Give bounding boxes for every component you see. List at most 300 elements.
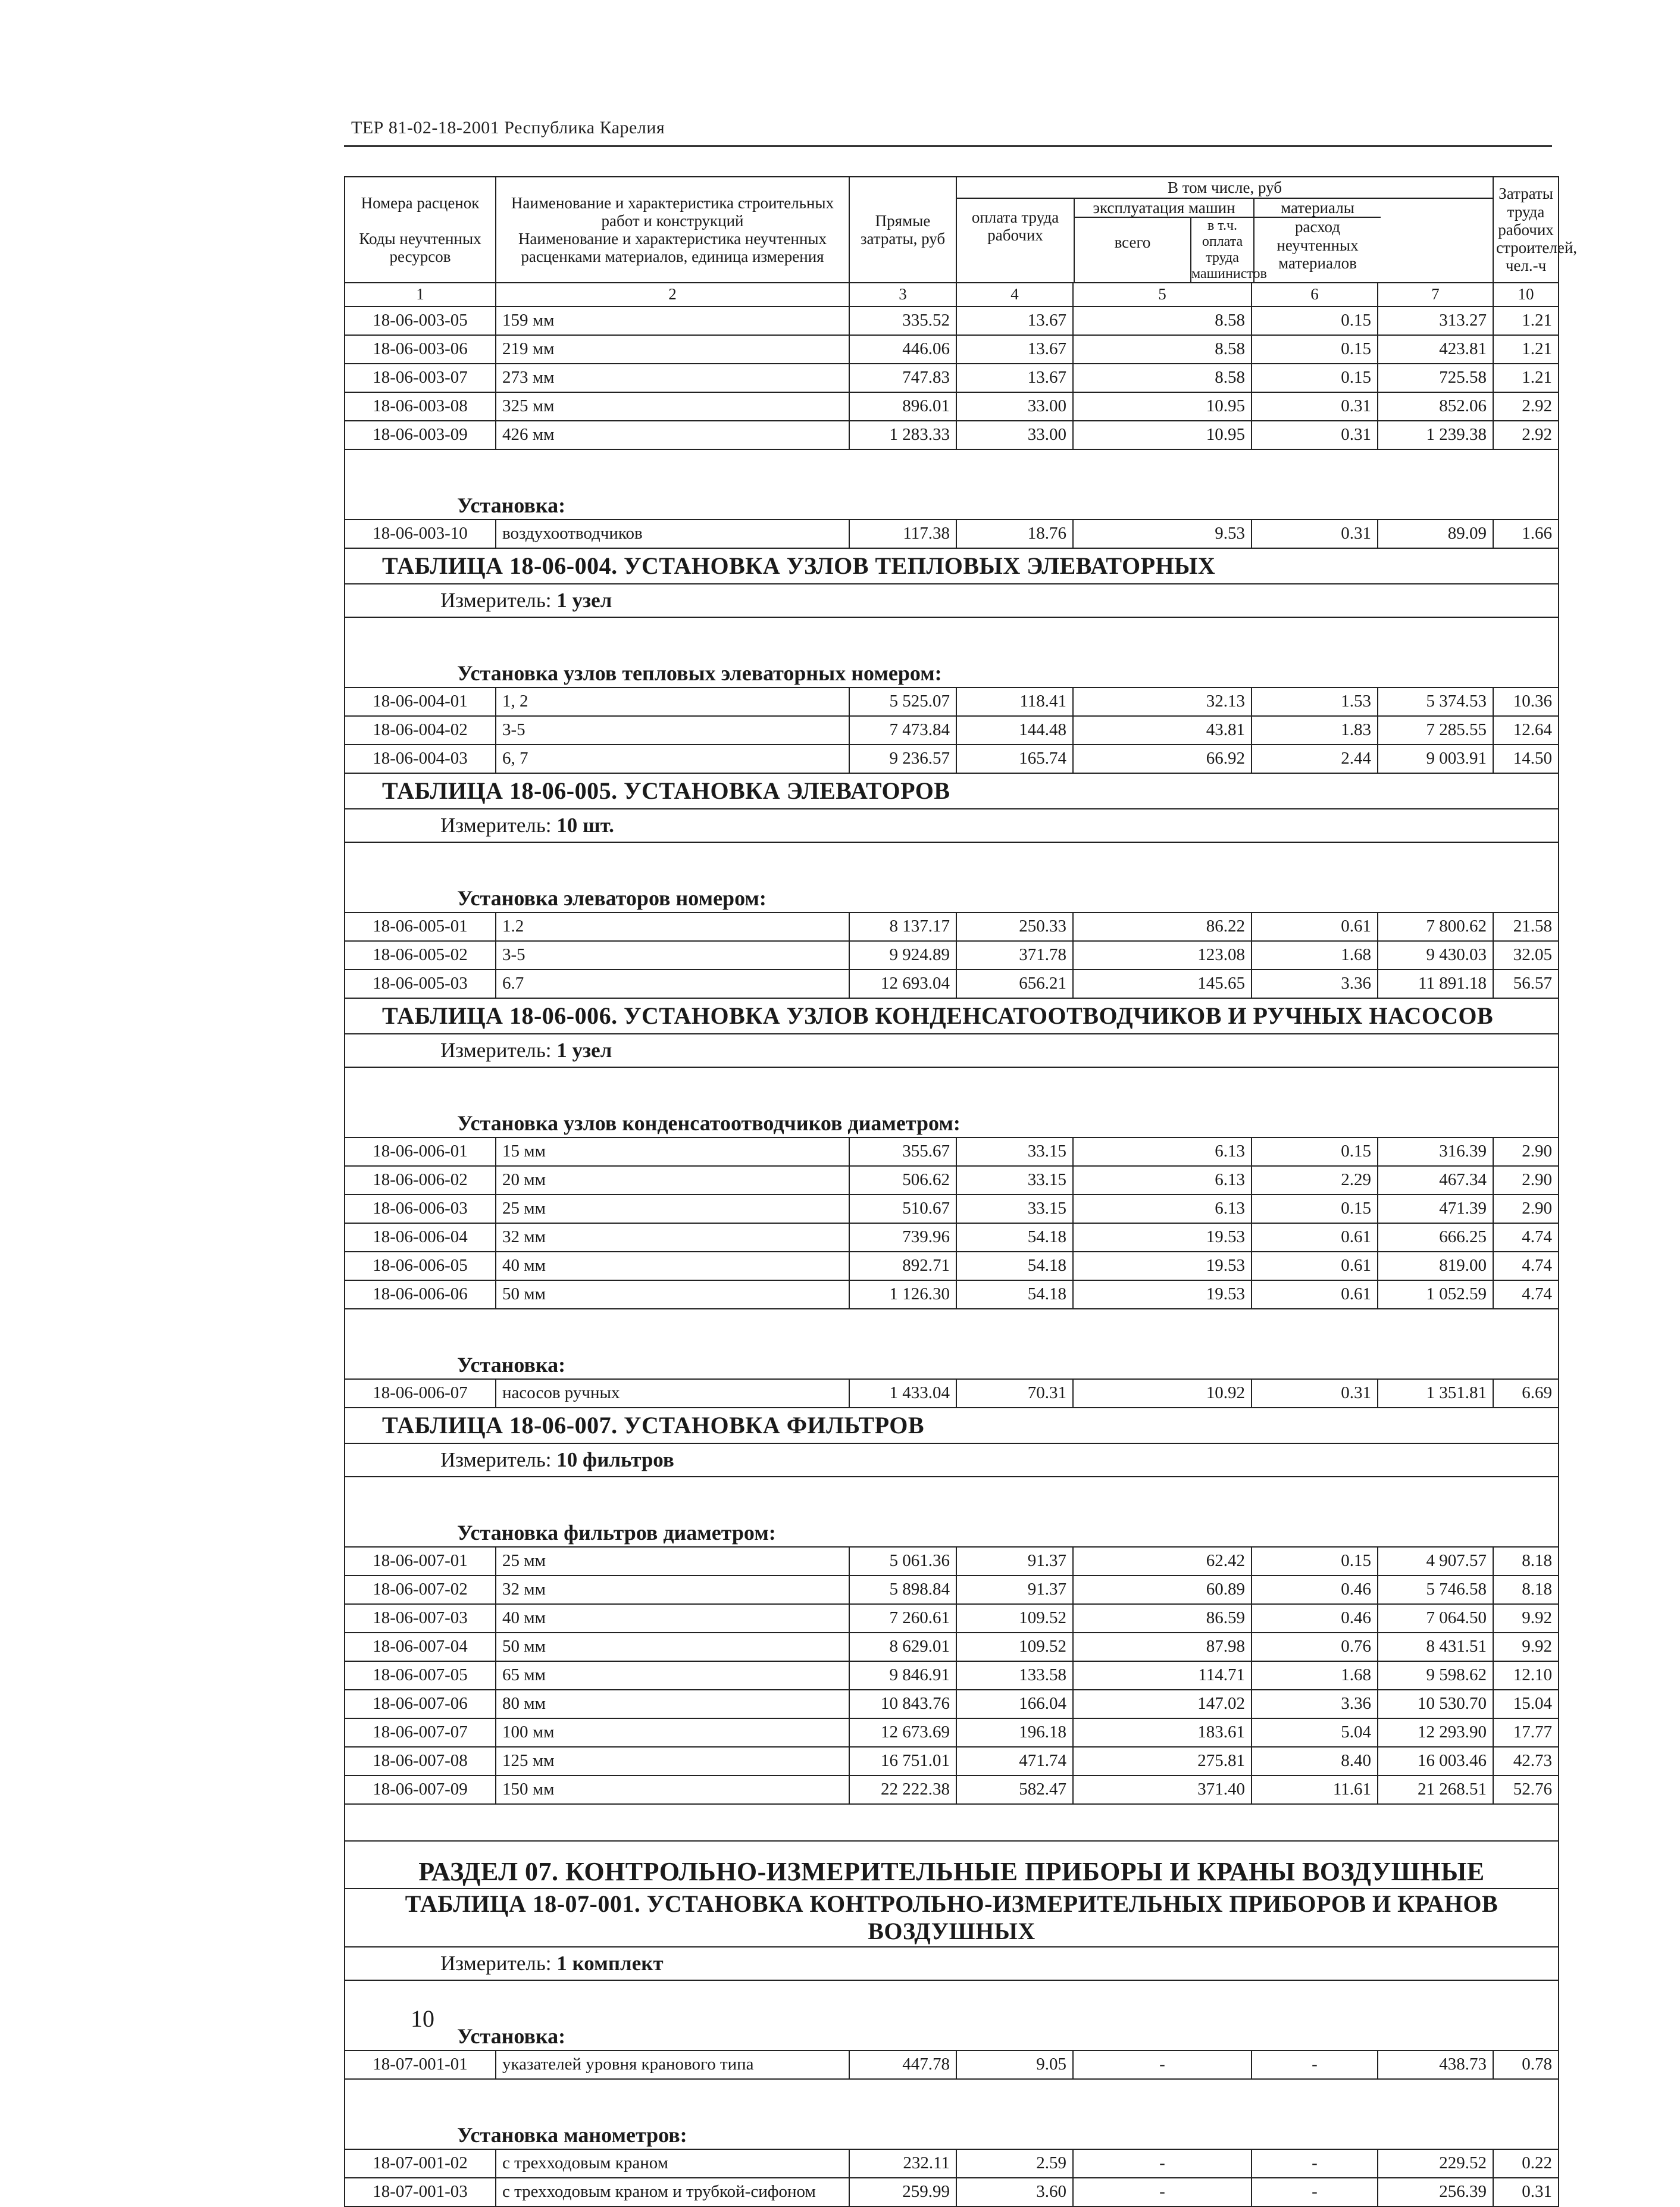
labor-hours: 17.77 [1493,1718,1559,1747]
labor-hours: 15.04 [1493,1690,1559,1718]
labor-hours: 1.21 [1493,307,1559,335]
labor-pay: 54.18 [956,1252,1073,1280]
machinist-pay: 0.31 [1252,1379,1378,1408]
direct-cost: 446.06 [849,335,956,364]
table-title: ТАБЛИЦА 18-06-004. УСТАНОВКА УЗЛОВ ТЕПЛОВЫХ ЭЛЕВАТОРНЫХ [345,548,1559,584]
direct-cost: 9 236.57 [849,745,956,773]
materials-cost: 1 239.38 [1378,421,1493,449]
materials-cost: 819.00 [1378,1252,1493,1280]
direct-cost: 16 751.01 [849,1747,956,1775]
labor-pay: 118.41 [956,687,1073,716]
machinist-pay: 0.15 [1252,364,1378,392]
labor-pay: 13.67 [956,307,1073,335]
materials-cost: 9 003.91 [1378,745,1493,773]
table-title-row [345,1889,1559,1947]
labor-pay: 18.76 [956,520,1073,548]
machines-total: - [1073,2050,1252,2079]
table-row [345,307,1559,335]
spacer-row [345,1477,1559,1513]
rate-name: 100 мм [496,1718,849,1747]
direct-cost: 5 061.36 [849,1547,956,1575]
machinist-pay: 0.31 [1252,392,1378,421]
direct-cost: 447.78 [849,2050,956,2079]
direct-cost: 8 629.01 [849,1633,956,1661]
rate-name: указателей уровня кранового типа [496,2050,849,2079]
table-row [345,941,1559,970]
rate-code: 18-06-005-02 [345,941,496,970]
labor-hours: 42.73 [1493,1747,1559,1775]
machinist-pay: 0.61 [1252,1280,1378,1309]
materials-cost: 852.06 [1378,392,1493,421]
subsection-label: Установка манометров: [345,2115,1559,2149]
labor-pay: 144.48 [956,716,1073,745]
labor-pay: 33.15 [956,1137,1073,1166]
labor-hours: 6.69 [1493,1379,1559,1408]
spacer-row [345,1067,1559,1104]
measure-row [345,1034,1559,1067]
labor-hours: 2.90 [1493,1166,1559,1195]
machines-total: 145.65 [1073,970,1252,998]
measure-label: Измеритель: [440,813,552,837]
rate-name: 65 мм [496,1661,849,1690]
rate-name: 426 мм [496,421,849,449]
table-row [345,2149,1559,2178]
labor-hours: 1.66 [1493,520,1559,548]
labor-pay: 582.47 [956,1775,1073,1804]
subsection-label: Установка: [345,2017,1559,2050]
labor-pay: 109.52 [956,1604,1073,1633]
labor-hours: 21.58 [1493,912,1559,941]
labor-pay: 13.67 [956,335,1073,364]
machinist-pay: 1.53 [1252,687,1378,716]
labor-pay: 165.74 [956,745,1073,773]
measure-row [345,809,1559,842]
materials-cost: 89.09 [1378,520,1493,548]
header-machines-total: всего [1075,218,1191,282]
materials-cost: 11 891.18 [1378,970,1493,998]
machines-total: 60.89 [1073,1575,1252,1604]
direct-cost: 12 673.69 [849,1718,956,1747]
rate-code: 18-06-006-02 [345,1166,496,1195]
table-row [345,1633,1559,1661]
labor-hours: 1.21 [1493,364,1559,392]
labor-pay: 33.00 [956,421,1073,449]
section-title-row [345,1841,1559,1889]
spacer-row [345,1804,1559,1841]
direct-cost: 232.11 [849,2149,956,2178]
machinist-pay: 1.68 [1252,1661,1378,1690]
direct-cost: 506.62 [849,1166,956,1195]
direct-cost: 5 525.07 [849,687,956,716]
rate-name: 6.7 [496,970,849,998]
machines-total: 371.40 [1073,1775,1252,1804]
labor-pay: 33.00 [956,392,1073,421]
labor-pay: 196.18 [956,1718,1073,1747]
labor-hours: 0.22 [1493,2149,1559,2178]
machinist-pay: 0.15 [1252,1195,1378,1223]
labor-pay: 33.15 [956,1195,1073,1223]
materials-cost: 316.39 [1378,1137,1493,1166]
machines-total: 19.53 [1073,1280,1252,1309]
direct-cost: 12 693.04 [849,970,956,998]
machines-total: - [1073,2149,1252,2178]
machinist-pay: 0.31 [1252,520,1378,548]
rate-name: насосов ручных [496,1379,849,1408]
direct-cost: 259.99 [849,2178,956,2206]
rate-name: 50 мм [496,1280,849,1309]
table-row [345,1379,1559,1408]
materials-cost: 7 285.55 [1378,716,1493,745]
labor-pay: 33.15 [956,1166,1073,1195]
materials-cost: 7 800.62 [1378,912,1493,941]
machines-total: 114.71 [1073,1661,1252,1690]
rate-name: 150 мм [496,1775,849,1804]
rate-code: 18-06-003-06 [345,335,496,364]
table-row [345,1690,1559,1718]
machinist-pay: 0.46 [1252,1604,1378,1633]
labor-hours: 2.90 [1493,1195,1559,1223]
rate-code: 18-06-003-09 [345,421,496,449]
labor-pay: 70.31 [956,1379,1073,1408]
rate-name: 32 мм [496,1575,849,1604]
header-machinist-pay: в т.ч. оплата труда машинистов [1191,218,1267,282]
machines-total: 6.13 [1073,1137,1252,1166]
header-codes: Номера расценок Коды неучтенных ресурсов [345,177,496,283]
spacer-row [345,1309,1559,1345]
measure-unit [345,809,1559,842]
direct-cost: 10 843.76 [849,1690,956,1718]
machines-total: 275.81 [1073,1747,1252,1775]
direct-cost: 1 433.04 [849,1379,956,1408]
page-number: 10 [411,2005,434,2032]
labor-pay: 9.05 [956,2050,1073,2079]
spacer-row [345,449,1559,486]
direct-cost: 896.01 [849,392,956,421]
measure-unit [345,1443,1559,1477]
header-incl: В том числе, руб [957,177,1493,199]
table-title: ТАБЛИЦА 18-06-005. УСТАНОВКА ЭЛЕВАТОРОВ [345,773,1559,809]
machines-total: 10.95 [1073,421,1252,449]
rate-code: 18-06-005-03 [345,970,496,998]
machinist-pay: 2.29 [1252,1166,1378,1195]
rate-code: 18-06-006-04 [345,1223,496,1252]
materials-cost: 12 293.90 [1378,1718,1493,1747]
labor-pay: 109.52 [956,1633,1073,1661]
direct-cost: 892.71 [849,1252,956,1280]
table-row [345,2178,1559,2206]
table-row [345,520,1559,548]
table-row [345,1252,1559,1280]
measure-value: 10 шт. [556,813,614,837]
machines-total: 6.13 [1073,1195,1252,1223]
rate-code: 18-06-007-01 [345,1547,496,1575]
labor-pay: 2.59 [956,2149,1073,2178]
subsection-label: Установка узлов тепловых элеваторных номером: [345,654,1559,687]
labor-hours: 8.18 [1493,1547,1559,1575]
labor-hours: 56.57 [1493,970,1559,998]
labor-hours: 4.74 [1493,1280,1559,1309]
labor-pay: 54.18 [956,1280,1073,1309]
rate-name: воздухоотводчиков [496,520,849,548]
subsection-label: Установка фильтров диаметром: [345,1513,1559,1547]
rate-code: 18-06-006-05 [345,1252,496,1280]
machines-total: 8.58 [1073,364,1252,392]
rate-name: 3-5 [496,941,849,970]
machinist-pay: 5.04 [1252,1718,1378,1747]
spacer-row [345,2079,1559,2115]
measure-label: Измеритель: [440,1951,552,1975]
labor-pay: 3.60 [956,2178,1073,2206]
measure-label: Измеритель: [440,1038,552,1062]
header-breakdown [956,177,1493,283]
table-title-row [345,548,1559,584]
materials-cost: 7 064.50 [1378,1604,1493,1633]
direct-cost: 9 924.89 [849,941,956,970]
table-title-row [345,1408,1559,1443]
direct-cost: 747.83 [849,364,956,392]
rate-code: 18-06-006-06 [345,1280,496,1309]
labor-pay: 13.67 [956,364,1073,392]
labor-hours: 8.18 [1493,1575,1559,1604]
rate-code: 18-06-005-01 [345,912,496,941]
spacer-row [345,842,1559,879]
measure-value: 1 узел [556,588,612,612]
machinist-pay: - [1252,2050,1378,2079]
header-machines: эксплуатация машин [1075,199,1253,218]
materials-cost: 5 746.58 [1378,1575,1493,1604]
direct-cost: 8 137.17 [849,912,956,941]
machinist-pay: 1.68 [1252,941,1378,970]
labor-hours: 12.64 [1493,716,1559,745]
table-row [345,2050,1559,2079]
measure-label: Измеритель: [440,588,552,612]
labor-hours: 10.36 [1493,687,1559,716]
rate-code: 18-06-003-10 [345,520,496,548]
labor-hours: 14.50 [1493,745,1559,773]
table-row [345,1604,1559,1633]
table-title: ТАБЛИЦА 18-07-001. УСТАНОВКА КОНТРОЛЬНО-ИЗМЕРИТЕЛЬНЫХ ПРИБОРОВ И КРАНОВ ВОЗДУШНЫХ [345,1889,1559,1947]
labor-hours: 52.76 [1493,1775,1559,1804]
rate-name: 15 мм [496,1137,849,1166]
materials-cost: 9 430.03 [1378,941,1493,970]
rate-name: 40 мм [496,1604,849,1633]
labor-hours: 0.78 [1493,2050,1559,2079]
spacer-row [345,1980,1559,2017]
labor-hours: 12.10 [1493,1661,1559,1690]
measure-label: Измеритель: [440,1448,552,1471]
rate-name: с трехходовым краном и трубкой-сифоном [496,2178,849,2206]
table-row [345,1223,1559,1252]
machinist-pay: 8.40 [1252,1747,1378,1775]
materials-cost: 10 530.70 [1378,1690,1493,1718]
rate-code: 18-06-003-08 [345,392,496,421]
subsection-label-row [345,486,1559,520]
machinist-pay: 0.15 [1252,307,1378,335]
direct-cost: 5 898.84 [849,1575,956,1604]
labor-hours: 9.92 [1493,1633,1559,1661]
labor-pay: 166.04 [956,1690,1073,1718]
rate-name: 325 мм [496,392,849,421]
machines-total: 19.53 [1073,1252,1252,1280]
header-rule [344,145,1552,147]
table-row [345,1575,1559,1604]
rate-code: 18-06-007-09 [345,1775,496,1804]
measure-row [345,1947,1559,1980]
rate-code: 18-07-001-01 [345,2050,496,2079]
materials-cost: 1 052.59 [1378,1280,1493,1309]
subsection-label: Установка: [345,486,1559,520]
rate-name: 273 мм [496,364,849,392]
rate-name: 25 мм [496,1547,849,1575]
measure-row [345,1443,1559,1477]
materials-cost: 5 374.53 [1378,687,1493,716]
labor-hours: 1.21 [1493,335,1559,364]
rate-code: 18-06-007-05 [345,1661,496,1690]
machinist-pay: 0.46 [1252,1575,1378,1604]
document-header: ТЕР 81-02-18-2001 Республика Карелия [351,118,665,137]
measure-unit [345,584,1559,617]
materials-cost: 16 003.46 [1378,1747,1493,1775]
table-row [345,421,1559,449]
table-row [345,1137,1559,1166]
measure-unit [345,1947,1559,1980]
labor-hours: 9.92 [1493,1604,1559,1633]
labor-hours: 2.90 [1493,1137,1559,1166]
machines-total: 66.92 [1073,745,1252,773]
machines-total: 8.58 [1073,307,1252,335]
rate-code: 18-07-001-02 [345,2149,496,2178]
table-title: ТАБЛИЦА 18-06-006. УСТАНОВКА УЗЛОВ КОНДЕНСАТООТВОДЧИКОВ И РУЧНЫХ НАСОСОВ [345,998,1559,1034]
rate-name: 6, 7 [496,745,849,773]
subsection-label-row [345,879,1559,912]
subsection-label-row [345,654,1559,687]
rate-code: 18-07-001-03 [345,2178,496,2206]
machines-total: 32.13 [1073,687,1252,716]
labor-pay: 371.78 [956,941,1073,970]
header-direct-costs: Прямые затраты, руб [849,177,956,283]
rate-code: 18-06-007-02 [345,1575,496,1604]
machines-total: 9.53 [1073,520,1252,548]
machinist-pay: 0.61 [1252,1223,1378,1252]
subsection-label: Установка: [345,1345,1559,1379]
column-numbers: 1 2 3 4 5 6 7 10 [345,283,1559,307]
direct-cost: 355.67 [849,1137,956,1166]
labor-pay: 54.18 [956,1223,1073,1252]
table-title-row [345,773,1559,809]
materials-cost: 313.27 [1378,307,1493,335]
materials-cost: 471.39 [1378,1195,1493,1223]
direct-cost: 739.96 [849,1223,956,1252]
table-row [345,716,1559,745]
labor-hours: 2.92 [1493,392,1559,421]
materials-cost: 9 598.62 [1378,1661,1493,1690]
machinist-pay: - [1252,2178,1378,2206]
rate-code: 18-06-003-05 [345,307,496,335]
materials-cost: 725.58 [1378,364,1493,392]
table-row [345,335,1559,364]
spacer-row [345,617,1559,654]
machinist-pay: 2.44 [1252,745,1378,773]
subsection-label-row [345,2115,1559,2149]
machines-total: 87.98 [1073,1633,1252,1661]
materials-cost: 1 351.81 [1378,1379,1493,1408]
subsection-label-row [345,1513,1559,1547]
header-labor-pay: оплата труда рабочих [957,199,1075,282]
rate-name: 125 мм [496,1747,849,1775]
labor-pay: 471.74 [956,1747,1073,1775]
rate-code: 18-06-007-04 [345,1633,496,1661]
rate-code: 18-06-007-03 [345,1604,496,1633]
header-unaccounted: расход неучтенных материалов [1277,218,1359,272]
materials-cost: 256.39 [1378,2178,1493,2206]
header-labor-costs: Затраты труда рабочих строителей, чел.-ч [1493,177,1559,283]
direct-cost: 335.52 [849,307,956,335]
direct-cost: 1 126.30 [849,1280,956,1309]
measure-value: 10 фильтров [556,1448,674,1471]
direct-cost: 7 473.84 [849,716,956,745]
machinist-pay: 0.61 [1252,1252,1378,1280]
rate-name: 20 мм [496,1166,849,1195]
materials-cost: 8 431.51 [1378,1633,1493,1661]
machines-total: 147.02 [1073,1690,1252,1718]
materials-cost: 229.52 [1378,2149,1493,2178]
table-title: ТАБЛИЦА 18-06-007. УСТАНОВКА ФИЛЬТРОВ [345,1408,1559,1443]
direct-cost: 510.67 [849,1195,956,1223]
materials-cost: 21 268.51 [1378,1775,1493,1804]
subsection-label-row [345,1104,1559,1137]
table-row [345,970,1559,998]
table-row [345,1280,1559,1309]
rate-name: 50 мм [496,1633,849,1661]
labor-hours: 0.31 [1493,2178,1559,2206]
rate-code: 18-06-006-03 [345,1195,496,1223]
machinist-pay: - [1252,2149,1378,2178]
machines-total: 43.81 [1073,716,1252,745]
machines-total: 86.22 [1073,912,1252,941]
machines-total: 62.42 [1073,1547,1252,1575]
machines-total: 19.53 [1073,1223,1252,1252]
machines-total: 8.58 [1073,335,1252,364]
machinist-pay: 0.76 [1252,1633,1378,1661]
machinist-pay: 3.36 [1252,970,1378,998]
table-row [345,912,1559,941]
subsection-label: Установка узлов конденсатоотводчиков диаметром: [345,1104,1559,1137]
subsection-label-row [345,1345,1559,1379]
table-row [345,745,1559,773]
materials-cost: 438.73 [1378,2050,1493,2079]
rate-code: 18-06-004-02 [345,716,496,745]
machinist-pay: 1.83 [1252,716,1378,745]
rate-code: 18-06-006-07 [345,1379,496,1408]
labor-hours: 4.74 [1493,1252,1559,1280]
labor-pay: 91.37 [956,1547,1073,1575]
rate-code: 18-06-004-03 [345,745,496,773]
table-row [345,1661,1559,1690]
machines-total: - [1073,2178,1252,2206]
machines-total: 86.59 [1073,1604,1252,1633]
rate-code: 18-06-006-01 [345,1137,496,1166]
header-names: Наименование и характеристика строительных работ и конструкций Наименование и характеристика неучтенных расценками материалов, единица измерения [496,177,849,283]
rate-name: 1.2 [496,912,849,941]
measure-unit [345,1034,1559,1067]
rate-name: 25 мм [496,1195,849,1223]
labor-hours: 32.05 [1493,941,1559,970]
materials-cost: 4 907.57 [1378,1547,1493,1575]
header-materials: материалы [1254,199,1381,218]
rate-name: 40 мм [496,1252,849,1280]
machinist-pay: 0.61 [1252,912,1378,941]
rate-code: 18-06-007-07 [345,1718,496,1747]
